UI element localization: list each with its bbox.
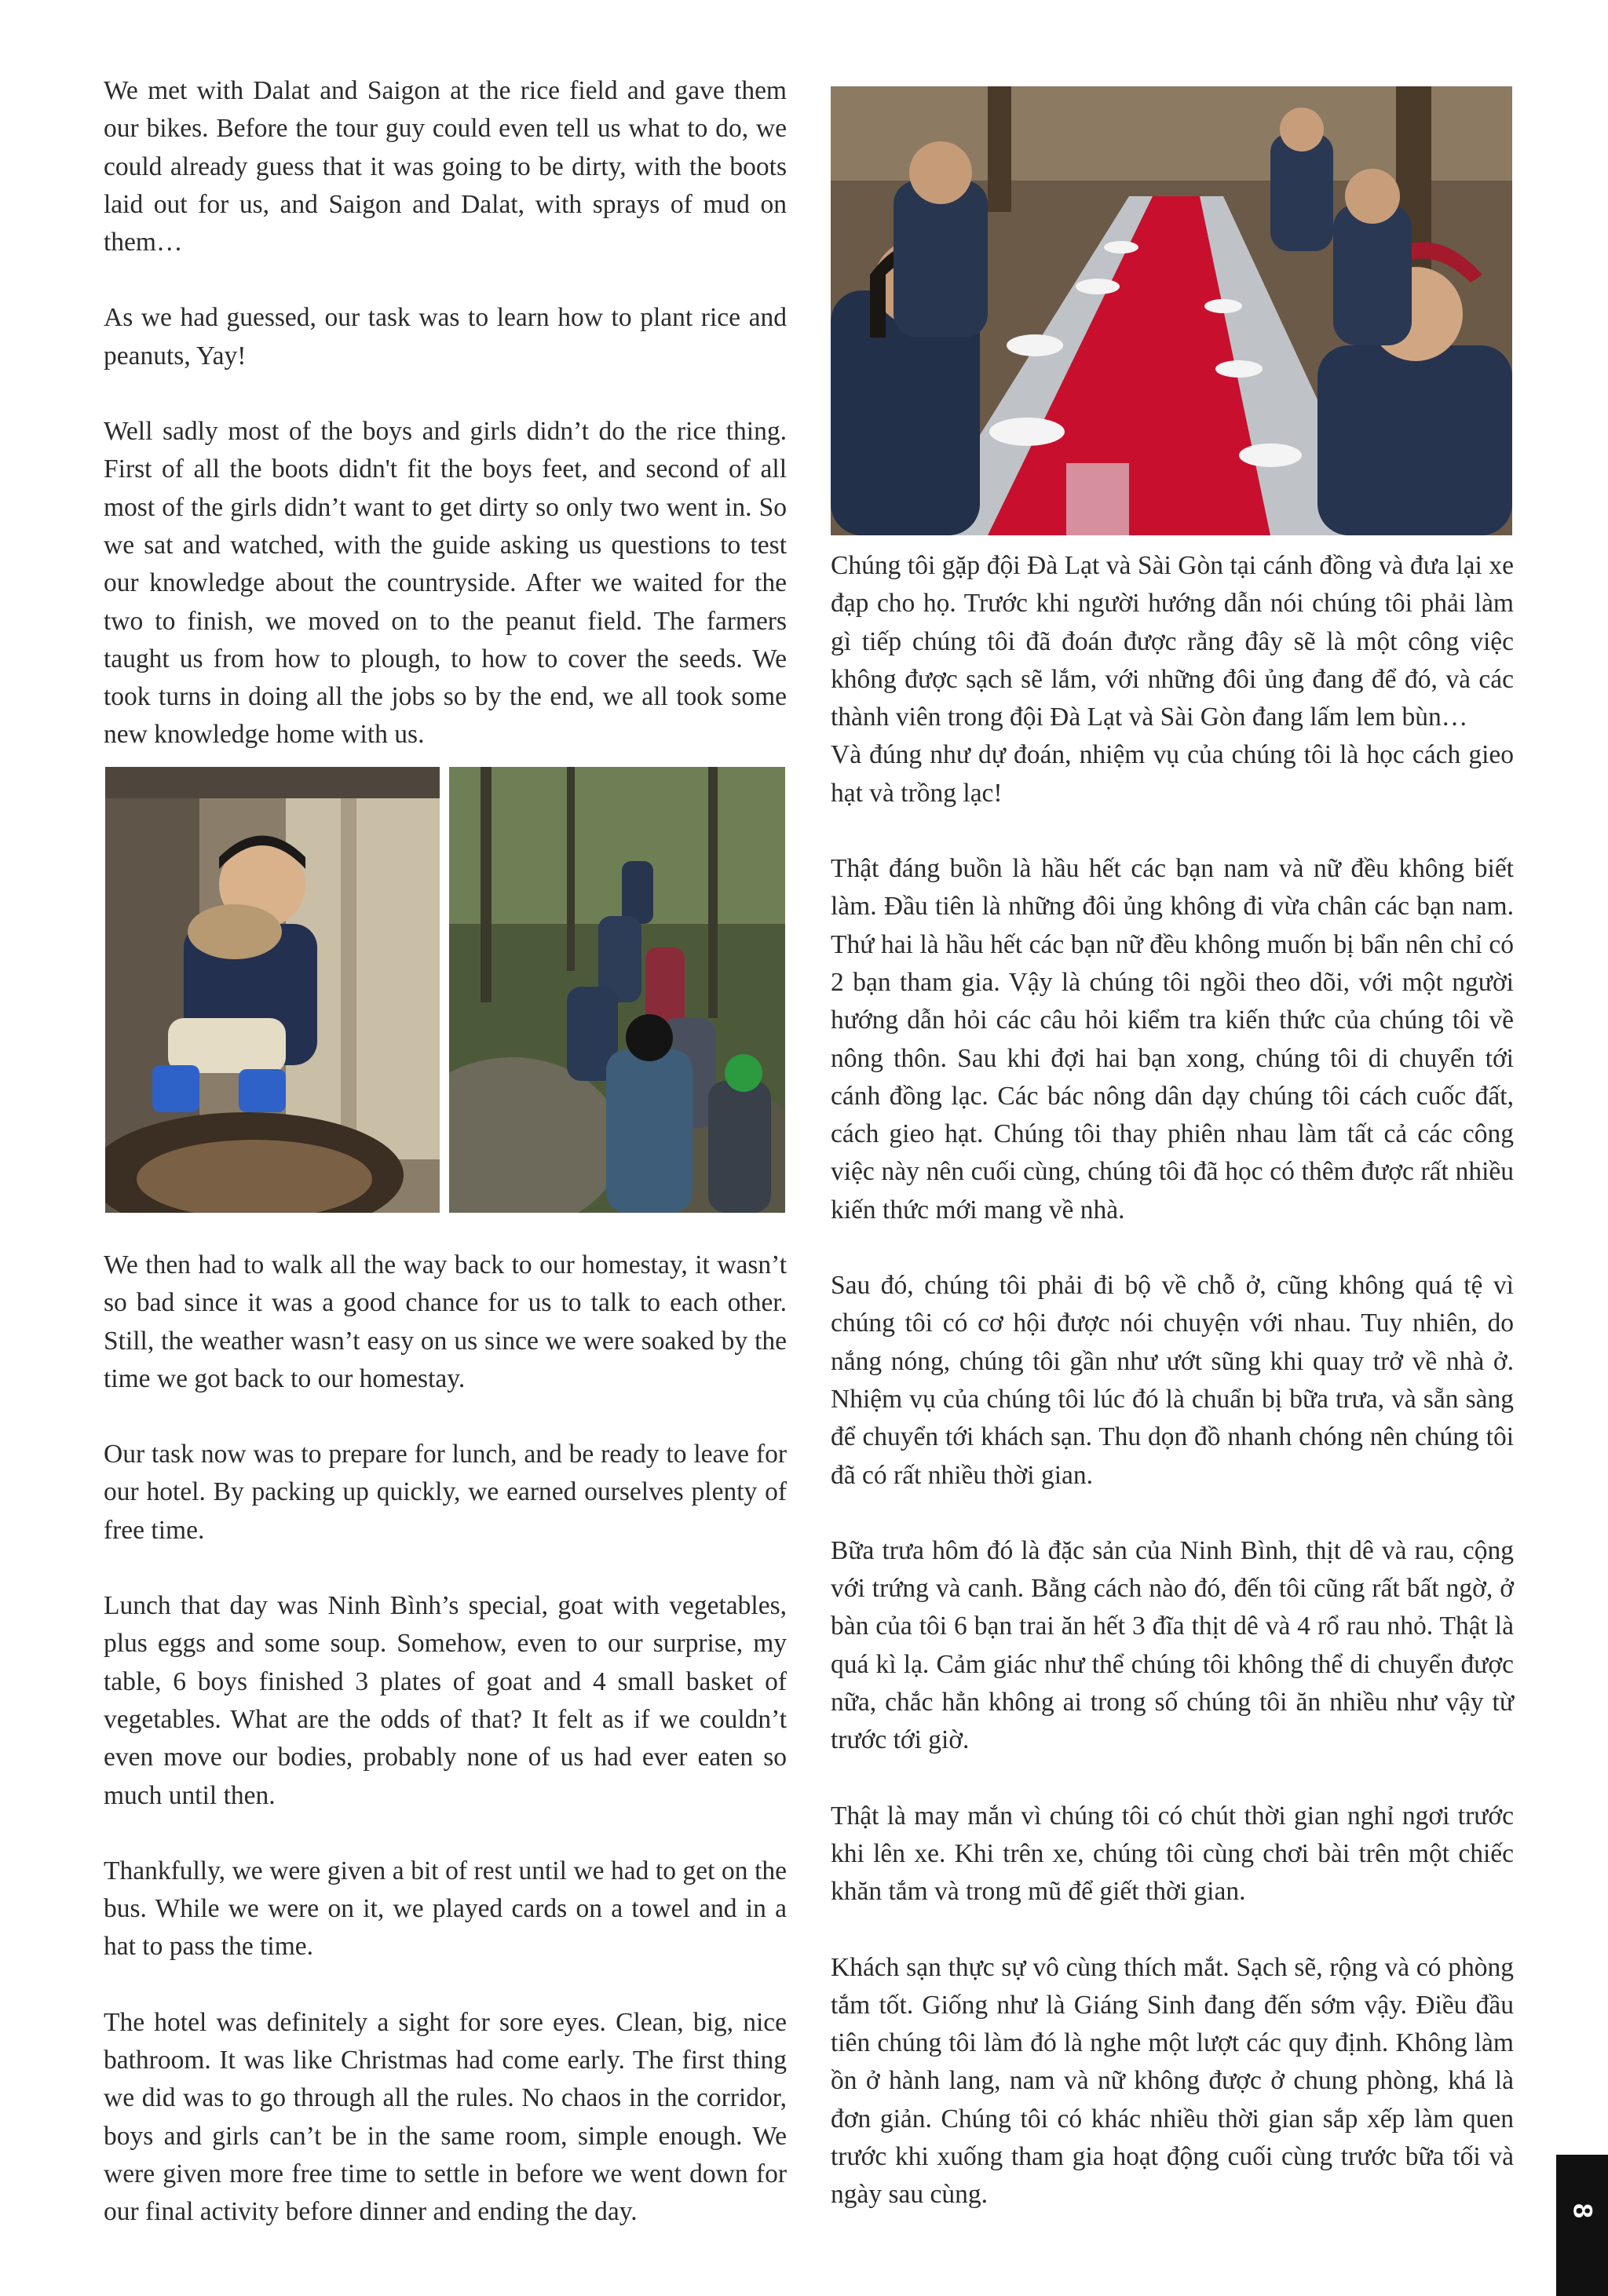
vietnamese-paragraph: Thật đáng buồn là hầu hết các bạn nam và nữ đều không biết làm. Đầu tiên là những đôi ủng không đi vừa chân các bạn nam. Thứ hai là hầu hết các bạn nữ đều không muốn bị bẩn nên chỉ có 2 bạn tham gia. Vậy là chúng tôi ngồi theo dõi, với một người hướng dẫn hỏi các câu hỏi kiểm tra kiến thức của chúng tôi về nông thôn. Sau khi đợi hai bạn xong, chúng tôi di chuyển tới cánh đồng lạc. Các bác nông dân dạy chúng tôi cách cuốc đất, cách gieo hạt. Chúng tôi thay phiên nhau làm tất cả các công việc này nên cuối cùng, chúng tôi đã học có thêm được rất nhiều kiến thức mới mang về nhà. [831, 854, 1514, 1225]
photo-students-dining [831, 86, 1512, 535]
page-number: 8 [1567, 2203, 1598, 2218]
english-paragraph: Well sadly most of the boys and girls didn’t do the rice thing. First of all the boots didn't fit the boys feet, and second of all most of the girls didn’t want to get dirty so only two went in. So we sat and watched, with the guide asking us questions to test our knowledge about the countryside. After we waited for the two to finish, we moved on to the peanut field. The farmers taught us from how to plough, to how to cover the seeds. We took turns in doing all the jobs so by the end, we all took some new knowledge home with us. [104, 417, 787, 750]
english-paragraph: We then had to walk all the way back to our homestay, it wasn’t so bad since it was a good chance for us to talk to each other. Still, the weather wasn’t easy on us since we were soaked by the time we got back to our homestay. [104, 1250, 787, 1393]
english-paragraph: Thankfully, we were given a bit of rest until we had to get on the bus. While we were on it, we played cards on a towel and in a hat to pass the time. [104, 1856, 787, 1962]
vietnamese-paragraph: Sau đó, chúng tôi phải đi bộ về chỗ ở, cũng không quá tệ vì chúng tôi có cơ hội được nói chuyện với nhau. Tuy nhiên, do nắng nóng, chúng tôi gần như ướt sũng khi quay trở về nhà ở. Nhiệm vụ của chúng tôi lúc đó là chuẩn bị bữa trưa, và sẵn sàng để chuyển tới khách sạn. Thu dọn đồ nhanh chóng nên chúng tôi đã có rất nhiều thời gian. [831, 1271, 1514, 1490]
vietnamese-text [831, 547, 1514, 2214]
english-text-bottom [104, 1247, 787, 2232]
vietnamese-paragraph: Và đúng như dự đoán, nhiệm vụ của chúng tôi là học cách gieo hạt và trồng lạc! [831, 740, 1514, 808]
english-text-top [104, 72, 787, 754]
page-number-tab [1556, 2155, 1608, 2296]
english-paragraph: Our task now was to prepare for lunch, and be ready to leave for our hotel. By packing up quickly, we earned ourselves plenty of free time. [104, 1440, 787, 1545]
vietnamese-paragraph: Thật là may mắn vì chúng tôi có chút thời gian nghỉ ngơi trước khi lên xe. Khi trên xe, chúng tôi cùng chơi bài trên một chiếc khăn tắm và trong mũ để giết thời gian. [831, 1801, 1514, 1907]
english-paragraph: As we had guessed, our task was to learn how to plant rice and peanuts, Yay! [104, 303, 787, 370]
photo-boy-drinking [105, 767, 440, 1213]
vietnamese-paragraph: Chúng tôi gặp đội Đà Lạt và Sài Gòn tại cánh đồng và đưa lại xe đạp cho họ. Trước khi người hướng dẫn nói chúng tôi phải làm gì tiếp chúng tôi đã đoán được rằng đây sẽ là một công việc không được sạch sẽ lắm, với những đôi ủng đang để đó, và các thành viên trong đội Đà Lạt và Sài Gòn đang lấm lem bùn… [831, 551, 1514, 732]
english-paragraph: The hotel was definitely a sight for sore eyes. Clean, big, nice bathroom. It was like Christmas had come early. The first thing we did was to go through all the rules. No chaos in the corridor, boys and girls can’t be in the same room, simple enough. We were given more free time to settle in before we went down for our final activity before dinner and ending the day. [104, 2007, 787, 2227]
photo-students-hiking [449, 767, 785, 1213]
english-paragraph: We met with Dalat and Saigon at the rice field and gave them our bikes. Before the tour guy could even tell us what to do, we could already guess that it was going to be dirty, with the boots laid out for us, and Saigon and Dalat, with sprays of mud on them… [104, 76, 787, 257]
vietnamese-paragraph: Bữa trưa hôm đó là đặc sản của Ninh Bình, thịt dê và rau, cộng với trứng và canh. Bằng cách nào đó, đến tôi cũng rất bất ngờ, ở bàn của tôi 6 bạn trai ăn hết 3 đĩa thịt dê và 4 rổ rau nhỏ. Thật là quá kì lạ. Cảm giác như thể chúng tôi không thể di chuyển được nữa, chắc hẳn không ai trong số chúng tôi ăn nhiều như vậy từ trước tới giờ. [831, 1535, 1514, 1755]
english-paragraph: Lunch that day was Ninh Bình’s special, goat with vegetables, plus eggs and some soup. Somehow, even to our surprise, my table, 6 boys finished 3 plates of goat and 4 small basket of vegetables. What are the odds of that? It felt as if we couldn’t even move our bodies, probably none of us had ever eaten so much until then. [104, 1591, 787, 1810]
vietnamese-paragraph: Khách sạn thực sự vô cùng thích mắt. Sạch sẽ, rộng và có phòng tắm tốt. Giống như là Giáng Sinh đang đến sớm vậy. Điều đầu tiên chúng tôi làm đó là nghe một lượt các quy định. Không làm ồn ở hành lang, nam và nữ không được ở chung phòng, khá là đơn giản. Chúng tôi có khác nhiều thời gian sắp xếp làm quen trước khi xuống tham gia hoạt động cuối cùng trước bữa tối và ngày sau cùng. [831, 1952, 1514, 2210]
